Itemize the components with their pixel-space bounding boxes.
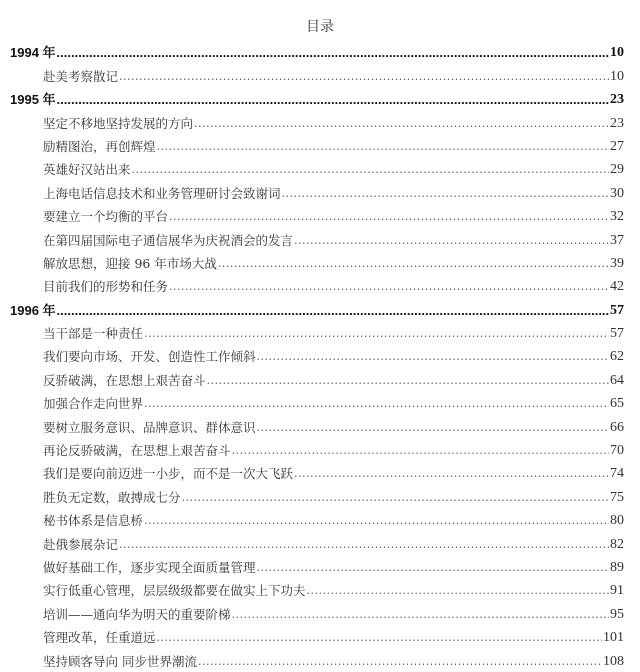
toc-page-number: 23	[610, 115, 624, 131]
toc-entry[interactable]	[10, 391, 624, 414]
toc-label: 上海电话信息技术和业务管理研讨会致谢词	[43, 185, 281, 201]
dot-leader	[132, 160, 609, 180]
toc-page-number: 108	[603, 653, 624, 669]
dot-leader	[119, 67, 609, 87]
toc-page-number: 70	[610, 443, 624, 459]
toc-entry[interactable]	[10, 648, 624, 671]
toc-page-number: 57	[610, 302, 624, 318]
toc-entry[interactable]	[10, 414, 624, 437]
toc-page-number: 32	[610, 209, 624, 225]
dot-leader	[257, 347, 609, 367]
dot-leader	[169, 277, 609, 297]
toc-entry[interactable]	[10, 180, 624, 203]
toc-page-number: 62	[610, 349, 624, 365]
toc-label: 1995 年	[10, 92, 56, 108]
dot-leader	[198, 652, 602, 672]
toc-page-number: 42	[610, 279, 624, 295]
dot-leader	[157, 628, 602, 648]
toc-entry[interactable]	[10, 625, 624, 648]
toc-entry[interactable]	[10, 438, 624, 461]
dot-leader	[232, 441, 609, 461]
toc-label: 坚持顾客导向 同步世界潮流	[43, 653, 197, 669]
toc-page-number: 66	[610, 419, 624, 435]
dot-leader	[157, 137, 609, 157]
toc-page-number: 65	[610, 396, 624, 412]
dot-leader	[194, 114, 609, 134]
toc-page-number: 95	[610, 606, 624, 622]
toc-label: 培训——通向华为明天的重要阶梯	[43, 606, 231, 622]
dot-leader	[294, 464, 609, 484]
toc-page-number: 57	[610, 326, 624, 342]
toc-page-number: 89	[610, 559, 624, 575]
toc-page-number: 101	[603, 630, 624, 646]
dot-leader	[144, 394, 609, 414]
toc-entry[interactable]	[10, 110, 624, 133]
toc-label: 赴美考察散记	[43, 68, 119, 84]
toc-page-number: 30	[610, 185, 624, 201]
toc-entry[interactable]	[10, 251, 624, 274]
dot-leader	[282, 184, 609, 204]
dot-leader	[57, 43, 609, 63]
toc-label: 1996 年	[10, 302, 56, 318]
toc-label: 胜负无定数，敢搏成七分	[43, 489, 181, 505]
toc-entry[interactable]	[10, 555, 624, 578]
toc-label: 再论反骄破满，在思想上艰苦奋斗	[43, 443, 231, 459]
toc-entry[interactable]	[10, 157, 624, 180]
toc-entry[interactable]	[10, 344, 624, 367]
toc-label: 赴俄参展杂记	[43, 536, 119, 552]
toc-page-number: 80	[610, 513, 624, 529]
toc-page-number: 39	[610, 255, 624, 271]
toc-page-number: 74	[610, 466, 624, 482]
toc-entry[interactable]	[10, 484, 624, 507]
dot-leader	[257, 558, 609, 578]
toc-label: 加强合作走向世界	[43, 396, 144, 412]
toc-entry[interactable]	[10, 134, 624, 157]
toc-label: 要建立一个均衡的平台	[43, 209, 169, 225]
toc-label: 反骄破满，在思想上艰苦奋斗	[43, 372, 206, 388]
toc-page-number: 91	[610, 583, 624, 599]
dot-leader	[218, 254, 609, 274]
toc-year-heading[interactable]	[10, 40, 624, 63]
dot-leader	[144, 511, 609, 531]
toc-label: 解放思想，迎接 96 年市场大战	[43, 255, 217, 271]
dot-leader	[144, 324, 609, 344]
dot-leader	[257, 418, 609, 438]
toc-year-heading[interactable]	[10, 87, 624, 110]
toc-label: 1994 年	[10, 45, 56, 61]
toc-label: 目前我们的形势和任务	[43, 279, 169, 295]
toc-entry[interactable]	[10, 274, 624, 297]
toc-entry[interactable]	[10, 367, 624, 390]
toc-entry[interactable]	[10, 63, 624, 86]
toc-entry[interactable]	[10, 531, 624, 554]
toc-label: 秘书体系是信息桥	[43, 513, 144, 529]
toc-entry[interactable]	[10, 508, 624, 531]
toc-page-number: 10	[610, 45, 624, 61]
toc-label: 要树立服务意识、品牌意识、群体意识	[43, 419, 256, 435]
toc-page-number: 37	[610, 232, 624, 248]
toc-page-number: 64	[610, 372, 624, 388]
toc-label: 当干部是一种责任	[43, 326, 144, 342]
toc-page-number: 27	[610, 138, 624, 154]
toc-page-number: 82	[610, 536, 624, 552]
toc-page-number: 29	[610, 162, 624, 178]
toc-label: 励精图治，再创辉煌	[43, 138, 156, 154]
dot-leader	[307, 581, 609, 601]
toc-label: 做好基础工作，逐步实现全面质量管理	[43, 559, 256, 575]
toc-label: 管理改革，任重道远	[43, 630, 156, 646]
dot-leader	[232, 605, 609, 625]
dot-leader	[57, 301, 609, 321]
toc-label: 实行低重心管理，层层级级都要在做实上下功夫	[43, 583, 306, 599]
toc-entry[interactable]	[10, 601, 624, 624]
dot-leader	[294, 231, 609, 251]
page-title: 目录	[306, 19, 334, 35]
toc-page-number: 75	[610, 489, 624, 505]
dot-leader	[119, 535, 609, 555]
toc-entry[interactable]	[10, 461, 624, 484]
toc-entry[interactable]	[10, 578, 624, 601]
dot-leader	[169, 207, 609, 227]
toc-entry[interactable]	[10, 204, 624, 227]
toc-entry[interactable]	[10, 321, 624, 344]
dot-leader	[57, 90, 609, 110]
toc-entry[interactable]	[10, 227, 624, 250]
toc-year-heading[interactable]	[10, 297, 624, 320]
toc-page-number: 10	[610, 68, 624, 84]
toc-label: 我们要向市场、开发、创造性工作倾斜	[43, 349, 256, 365]
toc-label: 坚定不移地坚持发展的方向	[43, 115, 194, 131]
toc-label: 在第四届国际电子通信展华为庆祝酒会的发言	[43, 232, 294, 248]
dot-leader	[182, 488, 609, 508]
dot-leader	[207, 371, 609, 391]
toc-label: 我们是要向前迈进一小步，而不是一次大飞跃	[43, 466, 294, 482]
toc-page-number: 23	[610, 92, 624, 108]
table-of-contents	[10, 40, 624, 672]
toc-label: 英雄好汉站出来	[43, 162, 131, 178]
